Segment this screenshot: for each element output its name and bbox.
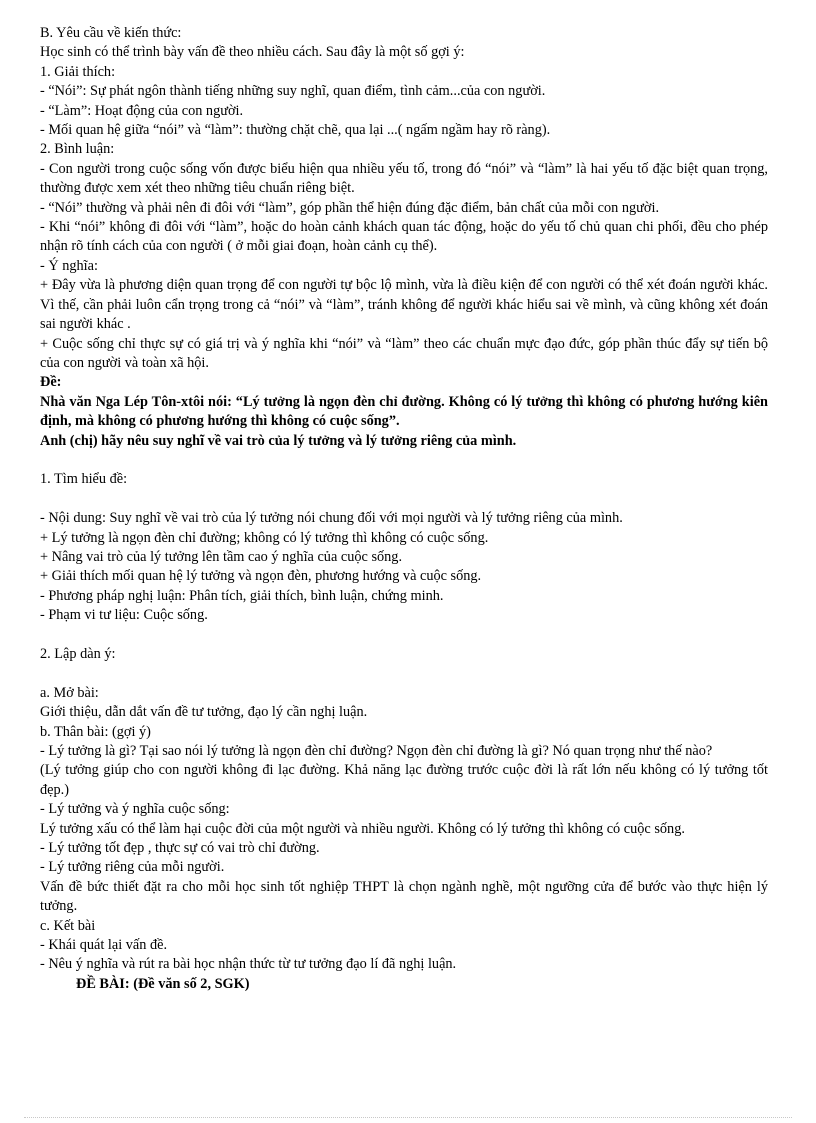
page-bottom-divider [24, 1117, 792, 1118]
text-paragraph: Nhà văn Nga Lép Tôn-xtôi nói: “Lý tưởng là ngọn đèn chỉ đường. Không có lý tưởng thì không có phương hướng kiên định, mà không có phương hướng thì không có cuộc sống”. [40, 393, 768, 430]
text-paragraph: Vấn đề bức thiết đặt ra cho mỗi học sinh tốt nghiệp THPT là chọn ngành nghề, một ngưỡng cửa để bước vào thực hiện lý tưởng. [40, 878, 768, 915]
text-paragraph: - Lý tưởng là gì? Tại sao nói lý tưởng là ngọn đèn chỉ đường? Ngọn đèn chỉ đường là gì? Nó quan trọng như thế nào? [40, 742, 713, 759]
blank-line [40, 490, 768, 509]
text-paragraph: - Nội dung: Suy nghĩ về vai trò của lý tưởng nói chung đối với mọi người và lý tưởng riêng của mình. [40, 510, 623, 527]
text-paragraph: Lý tưởng xấu có thể làm hại cuộc đời của một người và nhiều người. Không có lý tưởng thì không có cuộc sống. [40, 820, 685, 837]
text-paragraph: - Lý tưởng và ý nghĩa cuộc sống: [40, 801, 230, 818]
blank-line [40, 626, 768, 645]
text-paragraph: Đề: [40, 374, 62, 391]
text-paragraph: 2. Bình luận: [40, 141, 115, 158]
text-paragraph: - Lý tưởng riêng của mỗi người. [40, 859, 225, 876]
text-paragraph: Anh (chị) hãy nêu suy nghĩ về vai trò của lý tưởng và lý tưởng riêng của mình. [40, 432, 517, 449]
text-paragraph: - Phương pháp nghị luận: Phân tích, giải thích, bình luận, chứng minh. [40, 587, 444, 604]
text-paragraph: Giới thiệu, dẫn dắt vấn đề tư tưởng, đạo lý cần nghị luận. [40, 704, 368, 721]
text-paragraph: c. Kết bài [40, 917, 96, 934]
text-paragraph: - Ý nghĩa: [40, 257, 98, 274]
text-paragraph: 1. Giải thích: [40, 63, 116, 80]
text-paragraph: Học sinh có thể trình bày vấn đề theo nhiều cách. Sau đây là một số gợi ý: [40, 44, 465, 61]
text-paragraph: - Mối quan hệ giữa “nói” và “làm”: thường chặt chẽ, qua lại ...( ngấm ngầm hay rõ ràng). [40, 122, 551, 139]
text-paragraph: - “Nói” thường và phải nên đi đôi với “làm”, góp phần thể hiện đúng đặc điểm, bản chất của mỗi con người. [40, 199, 660, 216]
text-paragraph: - Phạm vi tư liệu: Cuộc sống. [40, 607, 208, 624]
text-paragraph: ĐỀ BÀI: (Đề văn số 2, SGK) [76, 975, 250, 992]
text-paragraph: - Khái quát lại vấn đề. [40, 937, 168, 954]
text-paragraph: + Giải thích mối quan hệ lý tưởng và ngọn đèn, phương hướng và cuộc sống. [40, 568, 482, 585]
document-body [40, 24, 768, 994]
text-paragraph: - Nêu ý nghĩa và rút ra bài học nhận thức từ tư tưởng đạo lí đã nghị luận. [40, 956, 457, 973]
text-paragraph: + Nâng vai trò của lý tưởng lên tầm cao ý nghĩa của cuộc sống. [40, 548, 403, 565]
text-paragraph: B. Yêu cầu về kiến thức: [40, 25, 182, 41]
text-paragraph: + Cuộc sống chỉ thực sự có giá trị và ý nghĩa khi “nói” và “làm” theo các chuẩn mực đạo đức, góp phần thúc đẩy sự tiến bộ của con người và toàn xã hội. [40, 335, 768, 371]
text-paragraph: - “Làm”: Hoạt động của con người. [40, 102, 244, 119]
text-paragraph: 2. Lập dàn ý: [40, 645, 116, 662]
text-paragraph: - Con người trong cuộc sống vốn được biểu hiện qua nhiều yếu tố, trong đó “nói” và “làm” là hai yếu tố đặc biệt quan trọng, thường được xem xét theo những tiêu chuẩn riêng biệt. [40, 160, 768, 197]
text-paragraph: - Khi “nói” không đi đôi với “làm”, hoặc do hoàn cảnh khách quan tác động, hoặc do yếu tố chủ quan chi phối, đều cho phép nhận rõ tính cách của con người ( ở mỗi giai đoạn, hoàn cảnh cụ thể). [40, 219, 768, 255]
text-paragraph: (Lý tưởng giúp cho con người không đi lạc đường. Khả năng lạc đường trước cuộc đời là rất lớn nếu không có lý tưởng tốt đẹp.) [40, 762, 768, 798]
blank-line [40, 451, 768, 470]
text-paragraph: b. Thân bài: (gợi ý) [40, 723, 151, 740]
text-paragraph: 1. Tìm hiểu đề: [40, 471, 128, 488]
blank-line [40, 664, 768, 683]
text-paragraph: - “Nói”: Sự phát ngôn thành tiếng những suy nghĩ, quan điểm, tình cảm...của con người. [40, 83, 546, 100]
text-paragraph: a. Mở bài: [40, 684, 99, 701]
text-paragraph: + Đây vừa là phương diện quan trọng để con người tự bộc lộ mình, vừa là điều kiện để con người có thể xét đoán người khác. Vì thế, cần phải luôn cẩn trọng trong cả “nói” và “làm”, tránh không để người khác hiểu sai về mình, và cũng không xét đoán sai người khác . [40, 277, 768, 333]
text-paragraph: + Lý tưởng là ngọn đèn chỉ đường; không có lý tưởng thì không có cuộc sống. [40, 529, 489, 546]
text-paragraph: - Lý tưởng tốt đẹp , thực sự có vai trò chỉ đường. [40, 840, 320, 856]
